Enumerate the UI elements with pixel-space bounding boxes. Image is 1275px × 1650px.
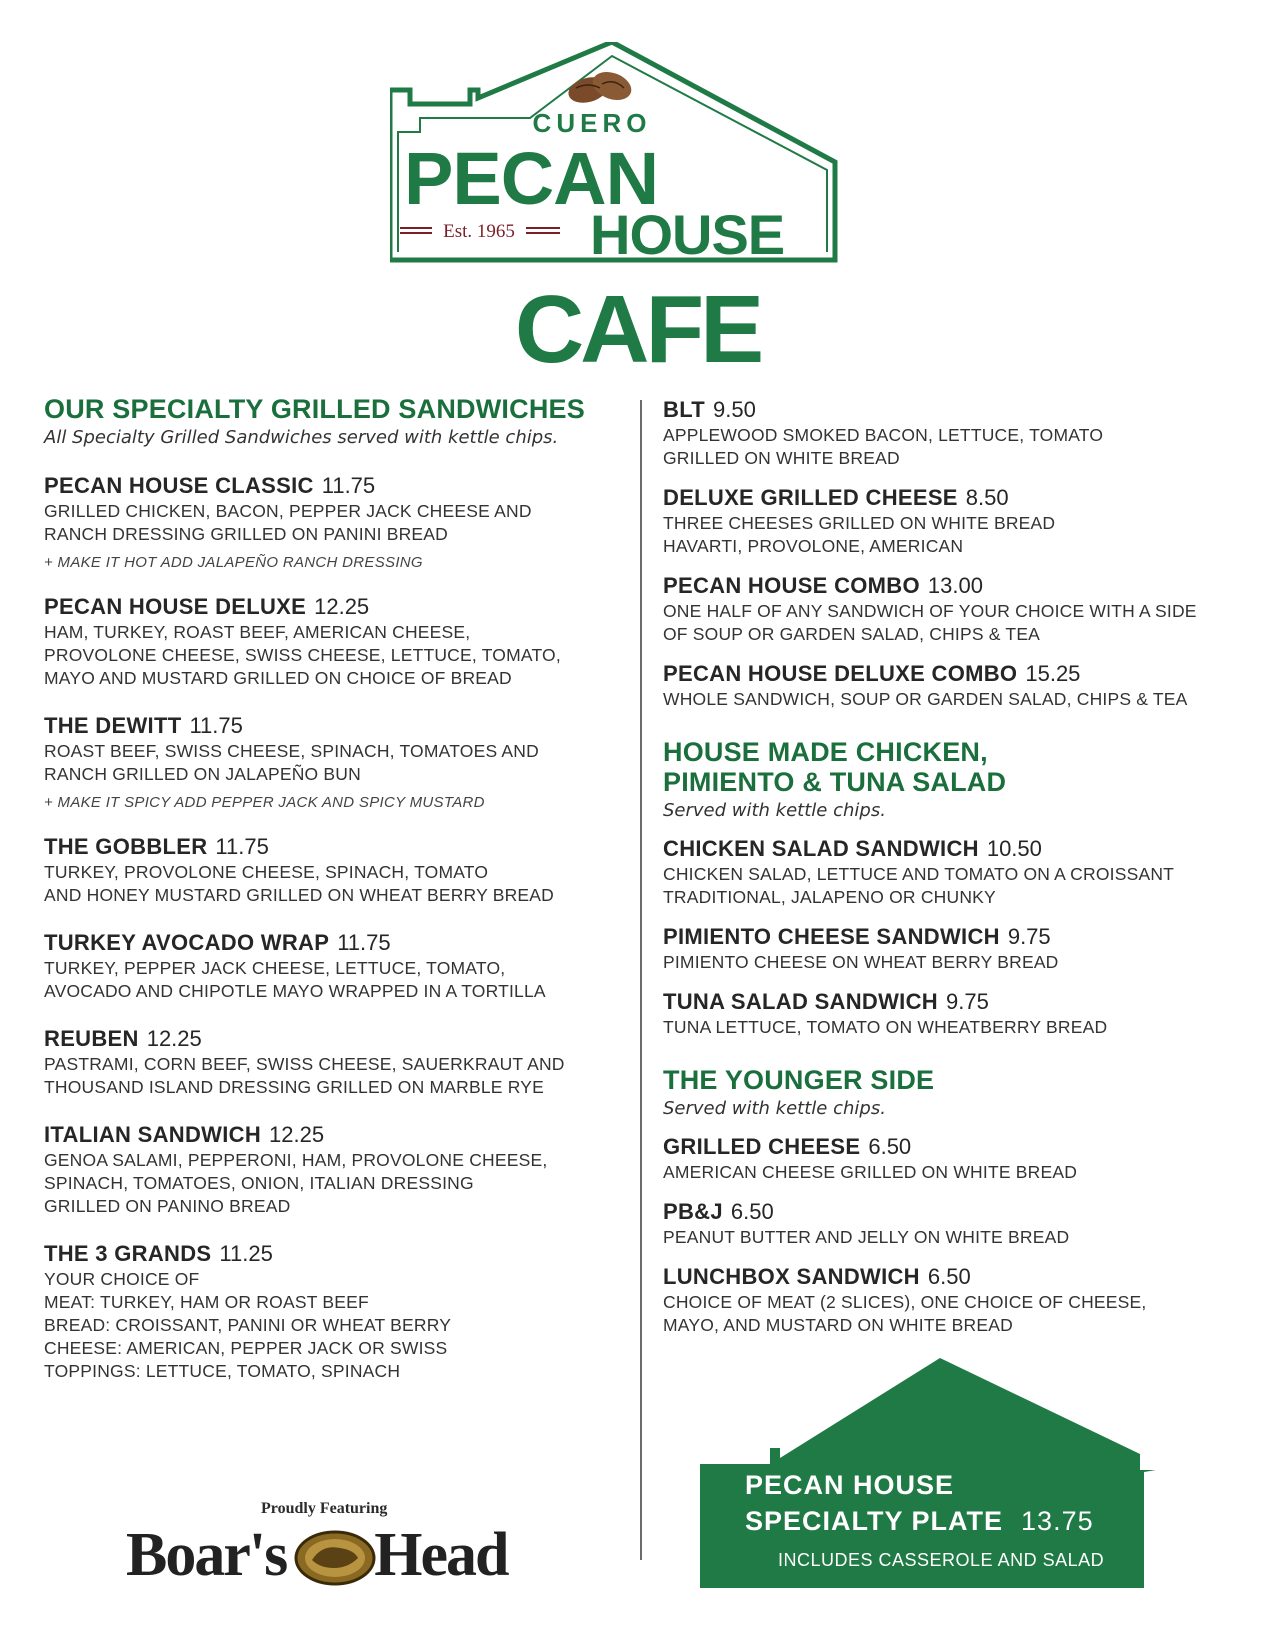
- menu-item-price: 10.50: [986, 836, 1042, 861]
- menu-item-description: GRILLED ON PANINO BREAD: [44, 1196, 291, 1216]
- menu-item: [663, 835, 1253, 909]
- menu-item-name: PECAN HOUSE COMBO: [663, 573, 920, 598]
- menu-item-price: 12.25: [269, 1122, 325, 1147]
- menu-item: [44, 833, 629, 907]
- menu-item-heading: [44, 1240, 629, 1268]
- menu-item: [663, 1263, 1253, 1337]
- menu-item-price: 6.50: [868, 1134, 912, 1159]
- menu-item-price: 11.75: [321, 473, 376, 498]
- menu-item-name: LUNCHBOX SANDWICH: [663, 1264, 920, 1289]
- menu-item-price: 6.50: [730, 1199, 774, 1224]
- svg-text:HOUSE: HOUSE: [590, 203, 785, 266]
- left-items-list: [44, 472, 629, 1383]
- menu-item-description: GRILLED CHICKEN, BACON, PEPPER JACK CHEESE AND: [44, 501, 532, 521]
- menu-item-description: CHOICE OF MEAT (2 SLICES), ONE CHOICE OF CHEESE,: [663, 1292, 1147, 1312]
- menu-item-description: WHOLE SANDWICH, SOUP OR GARDEN SALAD, CHIPS & TEA: [663, 689, 1188, 709]
- menu-item-heading: [663, 988, 1253, 1016]
- menu-item-description: YOUR CHOICE OF: [44, 1269, 200, 1289]
- column-divider: [640, 400, 642, 1560]
- menu-item-heading: [663, 1133, 1253, 1161]
- menu-item-heading: [663, 396, 1253, 424]
- menu-item-heading: [44, 712, 629, 740]
- menu-item-description: PROVOLONE CHEESE, SWISS CHEESE, LETTUCE, TOMATO,: [44, 645, 561, 665]
- cuero-pecan-house-logo: [390, 42, 885, 277]
- menu-item-addon-note: + MAKE IT HOT ADD JALAPEÑO RANCH DRESSING: [44, 554, 423, 571]
- pecan-nuts-icon: [566, 67, 636, 107]
- menu-item-name: TURKEY AVOCADO WRAP: [44, 930, 330, 955]
- menu-item: [663, 1198, 1253, 1249]
- right-menu-column: [663, 396, 1253, 1337]
- section-subtitle: All Specialty Grilled Sandwiches served with kettle chips.: [44, 427, 559, 448]
- menu-item-description: AND HONEY MUSTARD GRILLED ON WHEAT BERRY BREAD: [44, 885, 554, 905]
- menu-item: [663, 484, 1253, 558]
- menu-item: [44, 593, 629, 690]
- menu-item-price: 11.75: [189, 713, 243, 738]
- menu-item-description: TRADITIONAL, JALAPENO OR CHUNKY: [663, 887, 996, 907]
- menu-item-heading: [663, 484, 1253, 512]
- menu-item-addon-note: + MAKE IT SPICY ADD PEPPER JACK AND SPICY MUSTARD: [44, 794, 485, 811]
- menu-item-name: PECAN HOUSE CLASSIC: [44, 473, 314, 498]
- boars-head-partner: [126, 1500, 521, 1592]
- house-outline-logo-icon: [390, 42, 885, 277]
- menu-item-heading: [663, 835, 1253, 863]
- menu-item-name: PECAN HOUSE DELUXE COMBO: [663, 661, 1018, 686]
- specialty-plate-banner: [700, 1358, 1200, 1588]
- section-subtitle: Served with kettle chips.: [663, 800, 886, 821]
- menu-item-heading: [44, 472, 629, 500]
- menu-item-description: CHEESE: AMERICAN, PEPPER JACK OR SWISS: [44, 1338, 448, 1358]
- menu-item-description: GRILLED ON WHITE BREAD: [663, 448, 900, 468]
- menu-item-name: THE DEWITT: [44, 713, 182, 738]
- menu-item-description: TURKEY, PROVOLONE CHEESE, SPINACH, TOMATO: [44, 862, 489, 882]
- menu-item-description: TUNA LETTUCE, TOMATO ON WHEATBERRY BREAD: [663, 1017, 1108, 1037]
- menu-item-heading: [663, 923, 1253, 951]
- menu-item-description: AMERICAN CHEESE GRILLED ON WHITE BREAD: [663, 1162, 1078, 1182]
- menu-item-description: SPINACH, TOMATOES, ONION, ITALIAN DRESSING: [44, 1173, 474, 1193]
- menu-item-name: PIMIENTO CHEESE SANDWICH: [663, 924, 1000, 949]
- menu-item-heading: [663, 572, 1253, 600]
- menu-item-price: 11.75: [337, 930, 391, 955]
- menu-item: [44, 1121, 629, 1218]
- menu-item: [663, 923, 1253, 974]
- menu-item-heading: [44, 833, 629, 861]
- menu-item-description: MAYO, AND MUSTARD ON WHITE BREAD: [663, 1315, 1013, 1335]
- menu-item-description: TOPPINGS: LETTUCE, TOMATO, SPINACH: [44, 1361, 401, 1381]
- menu-item-name: CHICKEN SALAD SANDWICH: [663, 836, 979, 861]
- menu-item-description: OF SOUP OR GARDEN SALAD, CHIPS & TEA: [663, 624, 1041, 644]
- section-title: THE YOUNGER SIDE: [663, 1065, 935, 1095]
- menu-item-price: 6.50: [927, 1264, 971, 1289]
- proudly-featuring-label: Proudly Featuring: [261, 1500, 388, 1517]
- menu-item-price: 9.75: [1007, 924, 1051, 949]
- menu-item-name: BLT: [663, 397, 706, 422]
- section-title: HOUSE MADE CHICKEN,: [663, 737, 988, 767]
- menu-item: [44, 1025, 629, 1099]
- menu-item: [663, 572, 1253, 646]
- menu-item-heading: [44, 1025, 629, 1053]
- menu-item-description: MEAT: TURKEY, HAM OR ROAST BEEF: [44, 1292, 369, 1312]
- menu-item-price: 9.75: [945, 989, 989, 1014]
- boar-medallion-icon: [294, 1530, 376, 1586]
- menu-item-description: THOUSAND ISLAND DRESSING GRILLED ON MARBLE RYE: [44, 1077, 544, 1097]
- menu-item-price: 9.50: [713, 397, 756, 422]
- menu-item-name: ITALIAN SANDWICH: [44, 1122, 262, 1147]
- menu-item: [44, 472, 629, 571]
- specialty-plate-note: INCLUDES CASSEROLE AND SALAD: [778, 1550, 1105, 1570]
- menu-item-price: 11.25: [219, 1241, 273, 1266]
- menu-item-description: MAYO AND MUSTARD GRILLED ON CHOICE OF BREAD: [44, 668, 512, 688]
- menu-item-heading: [44, 593, 629, 621]
- menu-item-description: PASTRAMI, CORN BEEF, SWISS CHEESE, SAUERKRAUT AND: [44, 1054, 565, 1074]
- menu-item-description: AVOCADO AND CHIPOTLE MAYO WRAPPED IN A TORTILLA: [44, 981, 546, 1001]
- boars-head-wordmark: Boar's Head: [126, 1521, 508, 1589]
- menu-item-name: REUBEN: [44, 1026, 139, 1051]
- menu-item-heading: [44, 1121, 629, 1149]
- specialty-plate-title-line2: SPECIALTY PLATE 13.75: [745, 1506, 1094, 1536]
- menu-item: [663, 396, 1253, 470]
- menu-item-description: APPLEWOOD SMOKED BACON, LETTUCE, TOMATO: [663, 425, 1104, 445]
- menu-item-price: 12.25: [314, 594, 370, 619]
- menu-item-description: THREE CHEESES GRILLED ON WHITE BREAD: [663, 513, 1056, 533]
- menu-item-price: 15.25: [1025, 661, 1081, 686]
- menu-item-description: BREAD: CROISSANT, PANINI OR WHEAT BERRY: [44, 1315, 452, 1335]
- menu-item: [44, 929, 629, 1003]
- menu-item-name: GRILLED CHEESE: [663, 1134, 861, 1159]
- menu-item-heading: [663, 1198, 1253, 1226]
- menu-item-name: THE GOBBLER: [44, 834, 208, 859]
- menu-item-price: 11.75: [215, 834, 269, 859]
- specialty-plate-price: 13.75: [1021, 1506, 1094, 1536]
- menu-item: [663, 1133, 1253, 1184]
- left-menu-column: [44, 394, 629, 1383]
- menu-item-name: TUNA SALAD SANDWICH: [663, 989, 938, 1014]
- section-title-specialty-grilled: OUR SPECIALTY GRILLED SANDWICHES: [44, 394, 585, 424]
- svg-text:Est. 1965: Est. 1965: [443, 221, 515, 242]
- svg-text:CUERO: CUERO: [532, 108, 652, 138]
- menu-item-name: PECAN HOUSE DELUXE: [44, 594, 307, 619]
- menu-item-heading: [44, 929, 629, 957]
- menu-item-price: 12.25: [146, 1026, 202, 1051]
- menu-section: [663, 1065, 1253, 1337]
- specialty-plate-title-line1: PECAN HOUSE: [745, 1470, 955, 1500]
- menu-item-heading: [663, 660, 1253, 688]
- menu-item-heading: [663, 1263, 1253, 1291]
- menu-item-description: RANCH GRILLED ON JALAPEÑO BUN: [44, 764, 361, 784]
- menu-item: [663, 660, 1253, 711]
- menu-item: [44, 712, 629, 811]
- menu-item-description: ROAST BEEF, SWISS CHEESE, SPINACH, TOMATOES AND: [44, 741, 539, 761]
- menu-item-description: ONE HALF OF ANY SANDWICH OF YOUR CHOICE WITH A SIDE: [663, 601, 1197, 621]
- menu-item-description: PEANUT BUTTER AND JELLY ON WHITE BREAD: [663, 1227, 1070, 1247]
- menu-item-description: HAVARTI, PROVOLONE, AMERICAN: [663, 536, 964, 556]
- cafe-heading: CAFE: [514, 276, 761, 383]
- menu-item-price: 13.00: [927, 573, 983, 598]
- menu-item-description: CHICKEN SALAD, LETTUCE AND TOMATO ON A CROISSANT: [663, 864, 1175, 884]
- menu-item-name: PB&J: [663, 1199, 723, 1224]
- menu-item-description: TURKEY, PEPPER JACK CHEESE, LETTUCE, TOMATO,: [44, 958, 506, 978]
- menu-item-description: RANCH DRESSING GRILLED ON PANINI BREAD: [44, 524, 449, 544]
- menu-item: [44, 1240, 629, 1383]
- menu-section: [663, 737, 1253, 1039]
- menu-section: [663, 396, 1253, 711]
- section-title-line2: PIMIENTO & TUNA SALAD: [663, 767, 1007, 797]
- menu-item-description: HAM, TURKEY, ROAST BEEF, AMERICAN CHEESE,: [44, 622, 471, 642]
- menu-item: [663, 988, 1253, 1039]
- menu-item-name: DELUXE GRILLED CHEESE: [663, 485, 958, 510]
- established-banner: [400, 221, 560, 242]
- menu-item-price: 8.50: [965, 485, 1009, 510]
- svg-text:PECAN: PECAN: [404, 137, 659, 220]
- menu-item-description: PIMIENTO CHEESE ON WHEAT BERRY BREAD: [663, 952, 1059, 972]
- section-subtitle: Served with kettle chips.: [663, 1098, 886, 1119]
- menu-item-description: GENOA SALAMI, PEPPERONI, HAM, PROVOLONE CHEESE,: [44, 1150, 548, 1170]
- menu-item-name: THE 3 GRANDS: [44, 1241, 212, 1266]
